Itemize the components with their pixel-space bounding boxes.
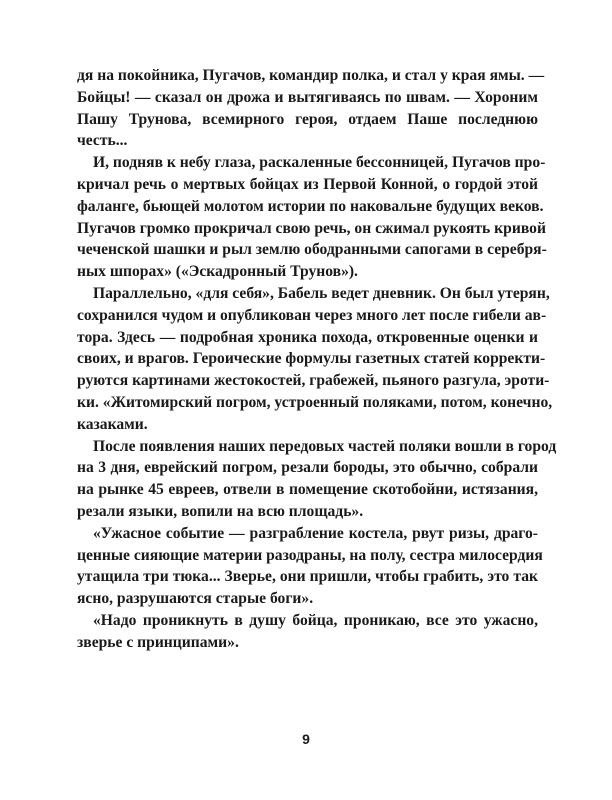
text-line: дя на покойника, Пугачов, командир полка, и стал у края ямы. — bbox=[77, 67, 545, 84]
text-line: Параллельно, «для себя», Бабель ведет дневник. Он был утерян, bbox=[93, 284, 550, 302]
text-line: ценные сияющие материи разодраны, на полу, сестра милосердия bbox=[77, 546, 543, 564]
text-line: ясно, разрушаются старые боги». bbox=[77, 590, 314, 608]
text-line: ки. «Житомирский погром, устроенный поляками, потом, конечно, bbox=[77, 393, 553, 411]
text-line: После появления наших передовых частей поляки вошли в город bbox=[93, 437, 557, 455]
text-line: чеченской шашки и рыл землю ободранными сапогами в серебря- bbox=[77, 241, 547, 259]
paragraph bbox=[77, 152, 547, 283]
text-line: Бойцы! — сказал он дрожа и вытягиваясь по швам. — Хороним bbox=[77, 88, 538, 106]
text-line: «Ужасное событие — разграбление костела, рвут ризы, драго- bbox=[93, 524, 538, 542]
text-line: сохранился чудом и опубликован через много лет после гибели ав- bbox=[77, 306, 547, 324]
text-line: своих, и врагов. Героические формулы газетных статей корректи- bbox=[77, 350, 546, 368]
text-line: на рынке 45 евреев, отвели в помещение скотобойни, истязания, bbox=[77, 481, 538, 499]
text-line: на 3 дня, еврейский погром, резали бороды, это обычно, собрали bbox=[77, 459, 538, 477]
paragraph bbox=[77, 436, 557, 523]
text-line: фаланге, бьющей молотом истории по наковальне будущих веков. bbox=[77, 197, 544, 215]
text-line: тора. Здесь — подробная хроника похода, откровенные оценки и bbox=[77, 328, 538, 346]
text-line: кричал речь о мертвых бойцах из Первой Конной, о гордой этой bbox=[77, 175, 538, 193]
text-line: Пугачов громко прокричал свою речь, он сжимал рукоять кривой bbox=[77, 219, 546, 237]
text-line: честь... bbox=[77, 132, 128, 150]
page-number: 9 bbox=[302, 731, 310, 747]
paragraph bbox=[77, 65, 545, 152]
text-line: утащила три тюка... Зверье, они пришли, чтобы грабить, это так bbox=[77, 568, 538, 586]
text-line: руются картинами жестокостей, грабежей, пьяного разгула, эроти- bbox=[77, 372, 550, 390]
text-line: И, подняв к небу глаза, раскаленные бессонницей, Пугачов про- bbox=[93, 154, 546, 172]
text-line: зверье с принципами». bbox=[77, 633, 239, 651]
body-text bbox=[77, 65, 557, 654]
text-line: ных шпорах» («Эскадронный Трунов»). bbox=[77, 263, 358, 281]
paragraph bbox=[77, 523, 543, 610]
text-line: резали языки, вопили на всю площадь». bbox=[77, 502, 364, 520]
text-line: казаками. bbox=[77, 415, 148, 433]
paragraph bbox=[77, 610, 538, 654]
text-line: «Надо проникнуть в душу бойца, проникаю, все это ужасно, bbox=[93, 611, 538, 629]
paragraph bbox=[77, 283, 553, 436]
text-line: Пашу Трунова, всемирного героя, отдаем Паше последнюю bbox=[77, 110, 538, 128]
